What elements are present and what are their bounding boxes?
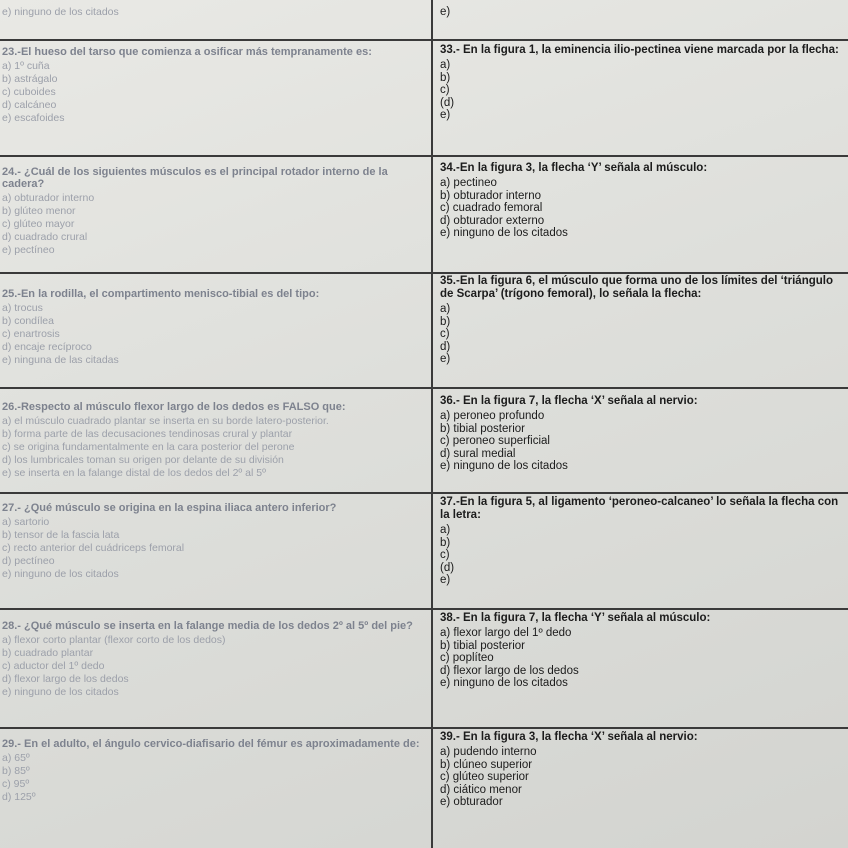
question-text: 27.- ¿Qué músculo se origina en la espina iliaca antero inferior? <box>2 502 337 514</box>
question-24 <box>2 166 426 270</box>
option-e[interactable]: e) ninguna de las citadas <box>2 354 119 366</box>
question-23 <box>2 46 426 152</box>
question-text: 23.-El hueso del tarso que comienza a osificar más tempranamente es: <box>2 46 372 58</box>
option-a[interactable]: a) el músculo cuadrado plantar se inserta en su borde latero-posterior. <box>2 415 329 427</box>
option-e[interactable]: e) ninguno de los citados <box>2 568 119 580</box>
option-b[interactable]: b) tibial posterior <box>440 422 526 435</box>
option-e[interactable]: e) ninguno de los citados <box>440 460 568 472</box>
option-d[interactable]: (d) <box>440 561 455 574</box>
option-c[interactable]: c) enartrosis <box>2 328 60 340</box>
row-divider <box>0 272 848 274</box>
option-a[interactable]: a) sartorio <box>2 516 50 528</box>
option-list <box>2 415 426 480</box>
question-28 <box>2 620 426 725</box>
option-list <box>440 746 840 809</box>
option-b[interactable]: b) tibial posterior <box>440 639 526 652</box>
option-list <box>2 752 426 804</box>
question-34 <box>440 162 840 268</box>
option-e[interactable]: e) <box>440 353 451 365</box>
option-b[interactable]: b) <box>440 71 451 84</box>
option-d[interactable]: d) flexor largo de los dedos <box>2 673 129 685</box>
option-b[interactable]: b) glúteo menor <box>2 205 76 217</box>
column-divider <box>431 0 433 848</box>
option-a[interactable]: a) <box>440 524 451 536</box>
option-b[interactable]: b) 85º <box>2 765 30 777</box>
option-d[interactable]: d) flexor largo de los dedos <box>440 664 579 677</box>
option-b[interactable]: b) cuadrado plantar <box>2 647 94 659</box>
option-e[interactable]: e) ninguno de los citados <box>440 227 568 239</box>
option-d[interactable]: d) obturador externo <box>440 214 545 227</box>
option-d[interactable]: d) 125º <box>2 791 36 803</box>
row-divider <box>0 608 848 610</box>
option-a[interactable]: a) <box>440 59 451 71</box>
question-text: 36.- En la figura 7, la flecha ‘X’ señala al nervio: <box>440 395 698 407</box>
option-d[interactable]: d) ciático menor <box>440 783 522 796</box>
option-b[interactable]: b) <box>440 315 451 328</box>
option-c[interactable]: c) cuboides <box>2 86 56 98</box>
option-list <box>440 627 840 690</box>
row-divider <box>0 492 848 494</box>
row-divider <box>0 39 848 41</box>
question-39 <box>440 731 840 845</box>
question-text: 24.- ¿Cuál de los siguientes músculos es el principal rotador interno de la cadera? <box>2 166 388 190</box>
option-list <box>2 516 426 581</box>
option-b[interactable]: b) astrágalo <box>2 73 58 85</box>
top-right-fragment <box>440 6 840 19</box>
option-b[interactable]: b) clúneo superior <box>440 758 533 771</box>
option-a[interactable]: a) flexor largo del 1º dedo <box>440 627 572 639</box>
option-c[interactable]: c) aductor del 1º dedo <box>2 660 105 672</box>
question-text: 35.-En la figura 6, el músculo que forma uno de los límites del ‘triángulo de Scarpa’ (trígono femoral), lo señala la flecha: <box>440 275 833 300</box>
question-text: 28.- ¿Qué músculo se inserta en la falange media de los dedos 2º al 5º del pie? <box>2 620 413 632</box>
option-e[interactable]: e) escafoides <box>2 112 65 124</box>
option-c[interactable]: c) cuadrado femoral <box>440 202 543 214</box>
question-33 <box>440 44 840 152</box>
row-divider <box>0 727 848 729</box>
option-a[interactable]: a) obturador interno <box>2 192 95 204</box>
question-text: 29.- En el adulto, el ángulo cervico-diafisario del fémur es aproximadamente de: <box>2 738 420 750</box>
option-d[interactable]: d) los lumbricales toman su origen por delante de su división <box>2 454 284 466</box>
option-a[interactable]: a) pectineo <box>440 177 497 189</box>
row-divider <box>0 155 848 157</box>
question-25 <box>2 288 426 384</box>
option-d[interactable]: d) calcáneo <box>2 99 57 111</box>
question-26 <box>2 401 426 491</box>
top-left-line: e) ninguno de los citados <box>2 6 119 18</box>
option-b[interactable]: b) obturador interno <box>440 189 542 202</box>
question-38 <box>440 612 840 724</box>
question-37 <box>440 496 840 606</box>
row-divider <box>0 387 848 389</box>
option-d[interactable]: (d) <box>440 96 455 109</box>
option-c[interactable]: c) peroneo superficial <box>440 435 550 447</box>
option-b[interactable]: b) <box>440 536 451 549</box>
option-list <box>2 192 426 257</box>
option-c[interactable]: c) glúteo mayor <box>2 218 75 230</box>
option-d[interactable]: d) pectíneo <box>2 555 55 567</box>
option-c[interactable]: c) 95º <box>2 778 30 790</box>
question-text: 26.-Respecto al músculo flexor largo de los dedos es FALSO que: <box>2 401 346 413</box>
top-right-line: e) <box>440 6 451 18</box>
option-d[interactable]: d) encaje recíproco <box>2 341 92 353</box>
option-a[interactable]: a) peroneo profundo <box>440 410 545 422</box>
option-d[interactable]: d) cuadrado crural <box>2 231 88 243</box>
option-a[interactable]: a) trocus <box>2 302 43 314</box>
option-e[interactable]: e) obturador <box>440 796 503 808</box>
option-b[interactable]: b) tensor de la fascia lata <box>2 529 120 541</box>
option-e[interactable]: e) se inserta en la falange distal de los dedos del 2º al 5º <box>2 467 266 479</box>
option-list <box>2 634 426 699</box>
option-a[interactable]: a) <box>440 303 451 315</box>
question-text: 38.- En la figura 7, la flecha ‘Y’ señala al músculo: <box>440 612 711 624</box>
option-c[interactable]: c) se origina fundamentalmente en la cara posterior del perone <box>2 441 295 453</box>
option-list <box>440 303 840 366</box>
option-a[interactable]: a) flexor corto plantar (flexor corto de los dedos) <box>2 634 226 646</box>
option-b[interactable]: b) forma parte de las decusaciones tendinosas crural y plantar <box>2 428 293 440</box>
option-list <box>2 302 426 367</box>
option-c[interactable]: c) <box>440 328 450 340</box>
option-a[interactable]: a) 1º cuña <box>2 60 50 72</box>
question-29 <box>2 738 426 846</box>
question-text: 37.-En la figura 5, al ligamento ‘peroneo-calcaneo’ lo señala la flecha con la letra: <box>440 496 839 521</box>
option-c[interactable]: c) <box>440 84 450 96</box>
top-left-fragment <box>2 6 426 19</box>
option-list <box>440 410 840 473</box>
question-text: 39.- En la figura 3, la flecha ‘X’ señala al nervio: <box>440 731 698 743</box>
option-e[interactable]: e) pectíneo <box>2 244 55 256</box>
option-c[interactable]: c) glúteo superior <box>440 771 529 783</box>
option-list <box>440 524 840 587</box>
option-c[interactable]: c) <box>440 549 450 561</box>
option-d[interactable]: d) sural medial <box>440 447 516 460</box>
option-b[interactable]: b) condílea <box>2 315 54 327</box>
option-a[interactable]: a) pudendo interno <box>440 746 537 758</box>
question-text: 25.-En la rodilla, el compartimento menisco-tibial es del tipo: <box>2 288 320 300</box>
question-36 <box>440 395 840 489</box>
question-27 <box>2 502 426 606</box>
option-e[interactable]: e) ninguno de los citados <box>440 677 568 689</box>
option-list <box>440 59 840 122</box>
option-list <box>440 177 840 240</box>
option-list <box>2 60 426 125</box>
question-35 <box>440 275 840 385</box>
option-d[interactable]: d) <box>440 340 451 353</box>
option-e[interactable]: e) <box>440 109 451 121</box>
option-e[interactable]: e) <box>440 574 451 586</box>
question-text: 34.-En la figura 3, la flecha ‘Y’ señala al músculo: <box>440 162 708 174</box>
option-c[interactable]: c) poplíteo <box>440 652 494 664</box>
option-c[interactable]: c) recto anterior del cuádriceps femoral <box>2 542 185 554</box>
option-a[interactable]: a) 65º <box>2 752 30 764</box>
option-e[interactable]: e) ninguno de los citados <box>2 686 119 698</box>
question-text: 33.- En la figura 1, la eminencia ilio-pectinea viene marcada por la flecha: <box>440 44 839 56</box>
